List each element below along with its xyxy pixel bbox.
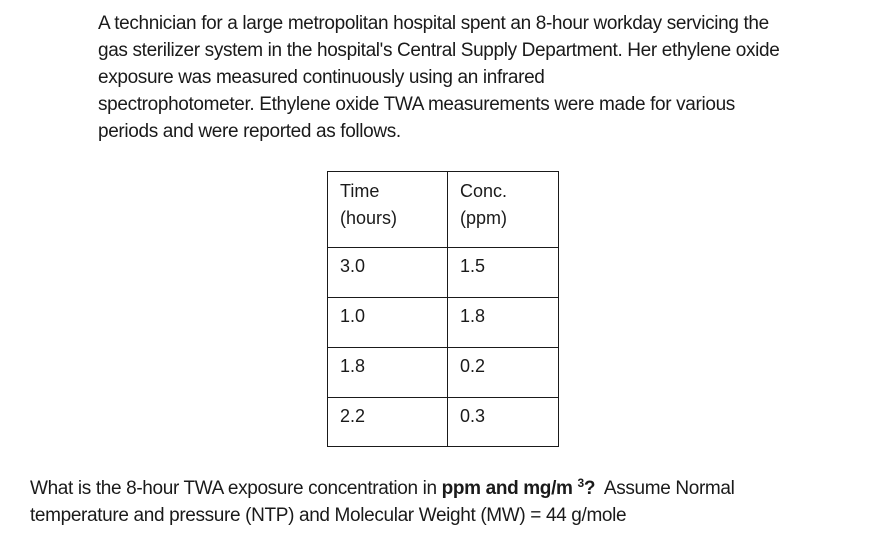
intro-line-4: spectrophotometer. Ethylene oxide TWA measurements were made for various (98, 94, 735, 115)
cell-conc: 1.8 (448, 298, 559, 348)
cell-time: 2.2 (328, 398, 448, 447)
intro-line-2: gas sterilizer system in the hospital's Central Supply Department. Her ethylene oxide (98, 40, 780, 61)
cell-time: 3.0 (328, 248, 448, 298)
question-line-1: What is the 8-hour TWA exposure concentration in ppm and mg/m $^3$? Assume Normal (30, 476, 735, 499)
question-line-2: temperature and pressure (NTP) and Molecular Weight (MW) = 44 g/mole (30, 505, 627, 526)
table-row (328, 298, 559, 348)
cell-conc: 1.5 (448, 248, 559, 298)
table-row (328, 398, 559, 447)
measurements-table (327, 171, 559, 447)
header-conc: Conc. (ppm) (448, 172, 559, 248)
problem-statement (98, 10, 868, 145)
question-units-bold: ppm and mg/m $^3$? (441, 476, 596, 499)
table-row (328, 248, 559, 298)
intro-line-5: periods and were reported as follows. (98, 121, 401, 142)
cell-conc: 0.3 (448, 398, 559, 447)
cell-conc: 0.2 (448, 348, 559, 398)
cell-time: 1.8 (328, 348, 448, 398)
question-text (30, 475, 870, 529)
table-row (328, 348, 559, 398)
intro-line-3: exposure was measured continuously using an infrared (98, 67, 545, 88)
cell-time: 1.0 (328, 298, 448, 348)
table-header-row (328, 172, 559, 248)
intro-line-1: A technician for a large metropolitan hospital spent an 8-hour workday servicing the (98, 13, 769, 34)
header-time: Time (hours) (328, 172, 448, 248)
